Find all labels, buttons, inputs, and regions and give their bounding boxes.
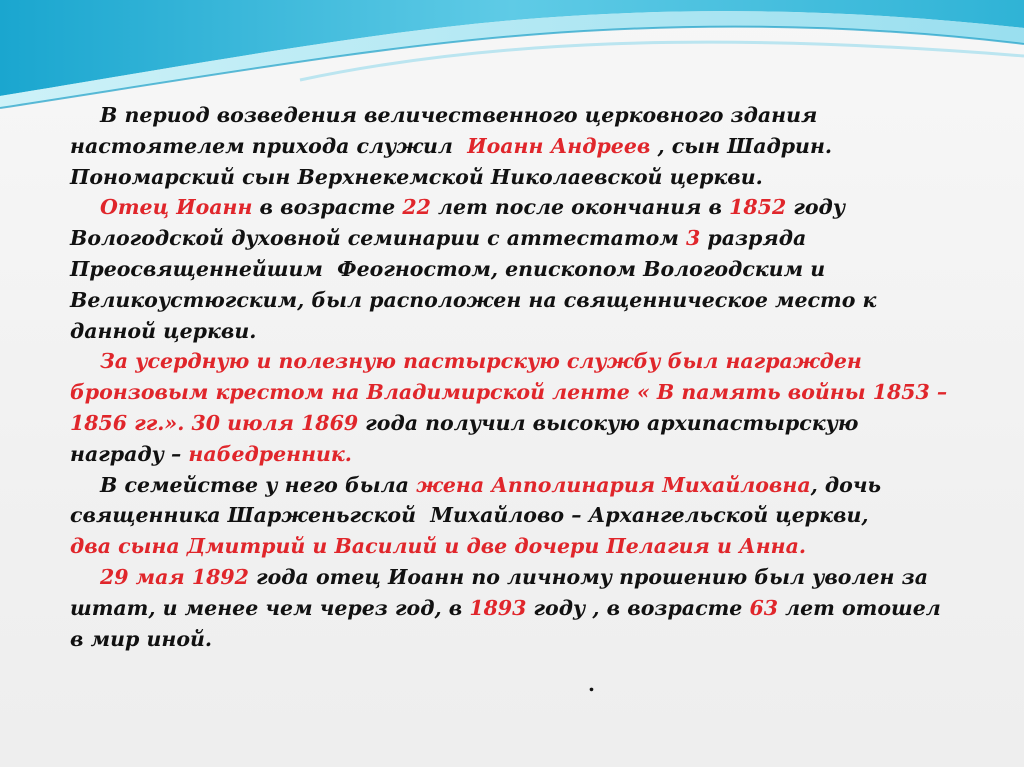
text-line — [70, 593, 970, 624]
highlighted-text: 29 мая 1892 — [100, 564, 249, 589]
highlighted-text: 22 — [402, 195, 431, 220]
text-line — [70, 346, 970, 377]
text-line — [70, 531, 970, 562]
biography-text — [70, 100, 970, 654]
paragraph-1 — [70, 100, 970, 192]
body-text: году , в возрасте — [526, 595, 750, 620]
body-text: священника Шарженьгской Михайлово – Архангельской церкви, — [70, 503, 869, 528]
body-text: Вологодской духовной семинарии с аттестатом — [70, 226, 686, 251]
body-text: в возрасте — [252, 195, 403, 220]
text-line — [70, 192, 970, 223]
highlighted-text: За усердную и полезную пастырскую службу был награжден — [100, 349, 862, 374]
highlighted-text: Иоанн Андреев — [467, 133, 651, 158]
highlighted-text: набедренник. — [188, 441, 352, 466]
paragraph-4 — [70, 470, 970, 562]
text-line — [70, 408, 970, 439]
body-text: Преосвященнейшим Феогностом, епископом Вологодским и — [70, 256, 826, 281]
body-text: Пономарский сын Верхнекемской Николаевской церкви. — [70, 164, 763, 189]
body-text: года отец Иоанн по личному прошению был уволен за — [248, 564, 928, 589]
text-line — [70, 470, 970, 501]
text-line — [70, 100, 970, 131]
highlighted-text: 63 — [749, 595, 778, 620]
paragraph-3 — [70, 346, 970, 469]
text-line — [70, 162, 970, 193]
text-line — [70, 500, 970, 531]
text-line — [70, 254, 970, 285]
body-text: награду – — [70, 441, 189, 466]
paragraph-2 — [70, 192, 970, 346]
body-text: году — [786, 195, 846, 220]
body-text: разряда — [700, 226, 807, 251]
highlighted-text: 1852 — [729, 195, 787, 220]
text-line — [70, 439, 970, 470]
highlighted-text: жена Апполинария Михайловна — [416, 472, 811, 497]
body-text: штат, и менее чем через год, в — [70, 595, 470, 620]
highlighted-text: два сына Дмитрий и Василий и две дочери Пелагия и Анна. — [70, 534, 806, 559]
body-text: В семействе у него была — [100, 472, 417, 497]
highlighted-text: 30 июля 1869 — [191, 410, 359, 435]
body-text: года получил высокую архипастырскую — [358, 410, 859, 435]
text-line — [70, 377, 970, 408]
paragraph-5 — [70, 562, 970, 654]
text-line — [70, 562, 970, 593]
highlighted-text: 1893 — [469, 595, 527, 620]
body-text: настоятелем прихода служил — [70, 133, 468, 158]
body-text: лет после окончания в — [430, 195, 730, 220]
body-text: , сын Шадрин. — [650, 133, 833, 158]
body-text: лет отошел — [777, 595, 941, 620]
text-line — [70, 223, 970, 254]
text-line — [70, 131, 970, 162]
highlighted-text: 1856 гг.». — [70, 410, 185, 435]
highlighted-text: бронзовым крестом на Владимирской ленте « В память войны 1853 – — [70, 380, 948, 405]
body-text: В период возведения величественного церковного здания — [100, 103, 818, 127]
text-line — [70, 316, 970, 347]
body-text: данной церкви. — [70, 318, 257, 343]
body-text: Великоустюгским, был расположен на священническое место к — [70, 287, 877, 312]
trailing-mark: . — [588, 672, 595, 696]
text-line — [70, 285, 970, 316]
body-text: , дочь — [810, 472, 882, 497]
body-text: в мир иной. — [70, 626, 213, 651]
text-line — [70, 624, 970, 655]
highlighted-text: Отец Иоанн — [100, 195, 253, 220]
highlighted-text: 3 — [685, 226, 701, 251]
